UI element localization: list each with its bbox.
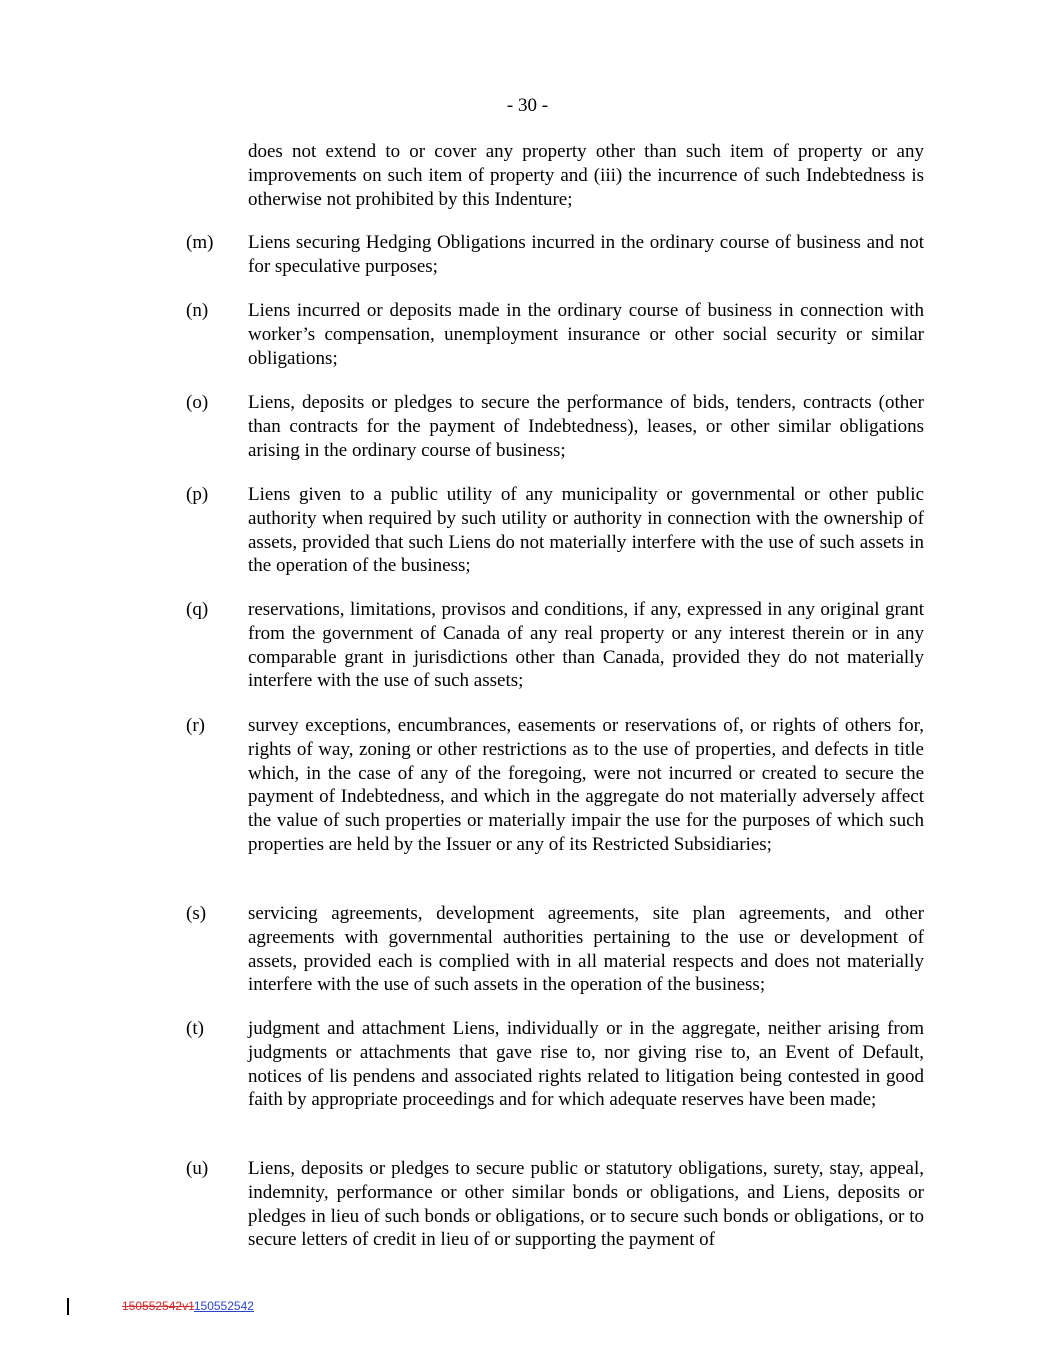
clause-o	[186, 391, 924, 462]
clause-label: (r)	[186, 715, 205, 736]
change-bar	[67, 1298, 69, 1315]
clause-label: (m)	[186, 232, 214, 253]
clause-u	[186, 1157, 924, 1252]
document-footer	[0, 1298, 1055, 1318]
clause-label: (u)	[186, 1158, 209, 1179]
inserted-document-id: 150552542	[193, 1299, 254, 1313]
clause-text: Liens, deposits or pledges to secure public or statutory obligations, surety, stay, appeal, indemnity, performance or other similar bonds or obligations, and Liens, deposits or pledges in lieu of such bonds or obligations, or to secure such bonds or obligations, or to secure letters of credit in lieu of or supporting the payment of	[248, 1158, 924, 1251]
deleted-document-id: 150552542v1	[122, 1299, 194, 1313]
clause-text: servicing agreements, development agreements, site plan agreements, and other agreements with governmental authorities pertaining to the use or development of assets, provided each is complied with in all material respects and does not materially interfere with the use of such assets in the operation of the business;	[248, 903, 924, 996]
clause-text: reservations, limitations, provisos and conditions, if any, expressed in any original grant from the government of Canada of any real property or any interest therein or in any comparable grant in jurisdictions other than Canada, provided they do not materially interfere with the use of such assets;	[248, 599, 924, 692]
clause-label: (t)	[186, 1018, 204, 1039]
clause-n	[186, 299, 924, 370]
clause-text: survey exceptions, encumbrances, easements or reservations of, or rights of others for, rights of way, zoning or other restrictions as to the use of properties, and defects in title which, in the case of any of the foregoing, were not incurred or created to secure the payment of Indebtedness, and which in the aggregate do not materially adversely affect the value of such properties or materially impair the use for the purposes of which such properties are held by the Issuer or any of its Restricted Subsidiaries;	[248, 715, 924, 855]
continuation-paragraph: does not extend to or cover any property other than such item of property or any improvements on such item of property and (iii) the incurrence of such Indebtedness is otherwise not prohibited by this Indenture;	[248, 141, 924, 210]
clause-t	[186, 1017, 924, 1112]
clause-text: Liens securing Hedging Obligations incurred in the ordinary course of business and not for speculative purposes;	[248, 232, 924, 277]
clause-r	[186, 714, 924, 857]
clause-label: (q)	[186, 599, 209, 620]
clause-label: (o)	[186, 392, 209, 413]
clause-label: (s)	[186, 903, 207, 924]
clause-s	[186, 902, 924, 997]
document-id	[122, 1298, 254, 1314]
clause-p	[186, 483, 924, 578]
clause-label: (p)	[186, 484, 209, 505]
clause-m	[186, 231, 924, 279]
clause-text: judgment and attachment Liens, individually or in the aggregate, neither arising from judgments or attachments that gave rise to, nor giving rise to, an Event of Default, notices of lis pendens and associated rights related to litigation being contested in good faith by appropriate proceedings and for which adequate reserves have been made;	[248, 1018, 924, 1111]
clause-text: Liens incurred or deposits made in the ordinary course of business in connection with worker’s compensation, unemployment insurance or other social security or similar obligations;	[248, 300, 924, 369]
clause-text: Liens, deposits or pledges to secure the performance of bids, tenders, contracts (other than contracts for the payment of Indebtedness), leases, or other similar obligations arising in the ordinary course of business;	[248, 392, 924, 461]
clause-q	[186, 598, 924, 693]
page-number: - 30 -	[506, 95, 549, 116]
clause-label: (n)	[186, 300, 209, 321]
clause-text: Liens given to a public utility of any municipality or governmental or other public authority when required by such utility or authority in connection with the ownership of assets, provided that such Liens do not materially interfere with the use of such assets in the operation of the business;	[248, 484, 924, 577]
